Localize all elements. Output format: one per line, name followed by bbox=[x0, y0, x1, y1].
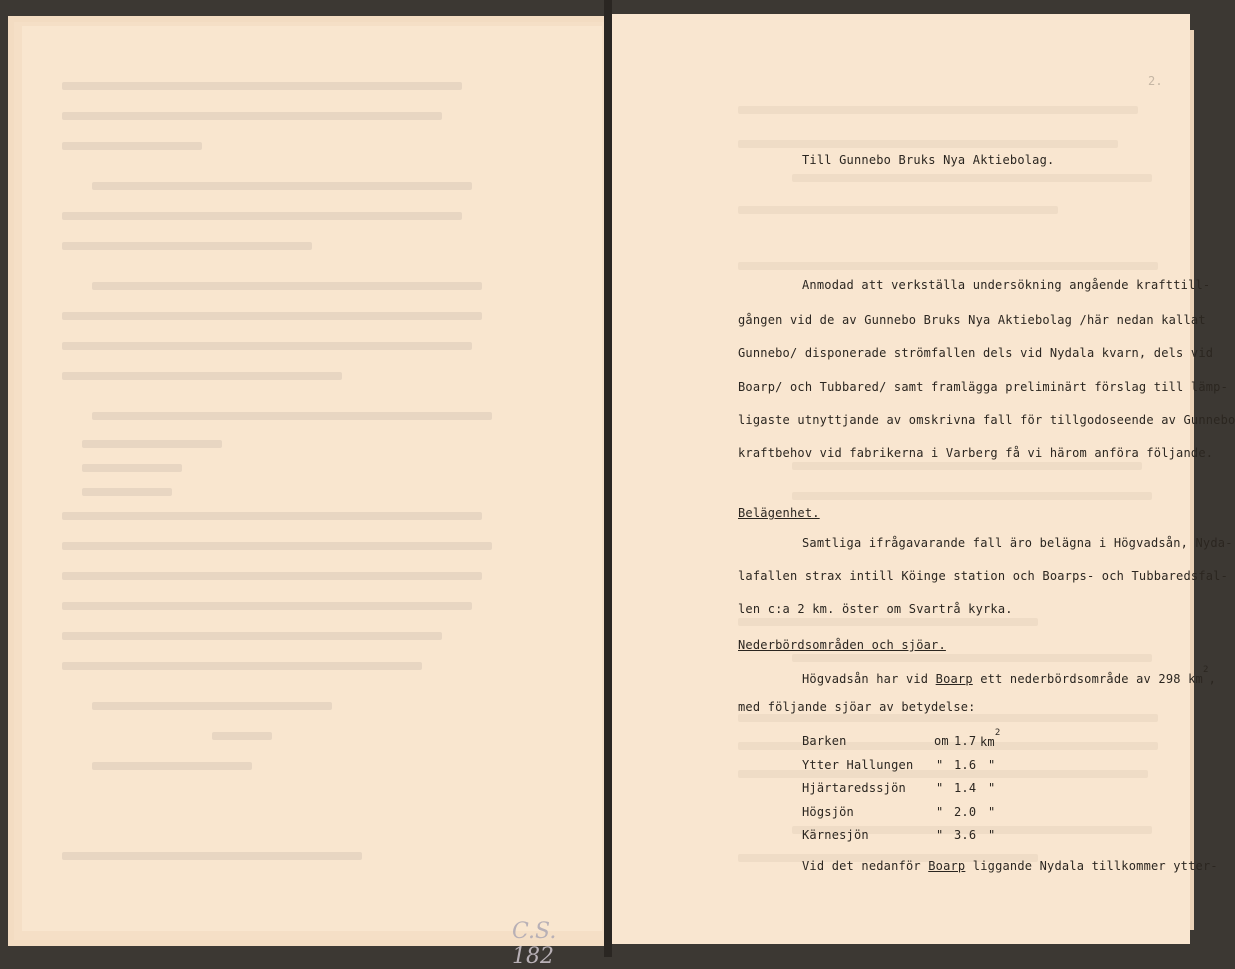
last-line-a: Vid det nedanför bbox=[802, 859, 921, 873]
lake-name: Hjärtaredssjön bbox=[802, 781, 906, 795]
intro-line-6: kraftbehov vid fabrikerna i Varberg få vi härom anföra följande. bbox=[738, 446, 1214, 460]
lake-area: 1.7 bbox=[954, 734, 977, 748]
lake-unit-text: km bbox=[980, 735, 995, 749]
last-line-c: liggande Nydala tillkommer ytter- bbox=[972, 859, 1218, 873]
lake-area: 3.6 bbox=[954, 828, 977, 842]
intro-line-3: Gunnebo/ disponerade strömfallen dels vid Nydala kvarn, dels vid bbox=[738, 346, 1214, 360]
precip-text-end: , bbox=[1208, 672, 1217, 686]
heading-precipitation: Nederbördsområden och sjöar. bbox=[738, 638, 946, 652]
lake-prefix: " bbox=[936, 781, 944, 795]
lake-area: 1.6 bbox=[954, 758, 977, 772]
lake-name: Barken bbox=[802, 734, 847, 748]
intro-line-1: Anmodad att verkställa undersökning angående krafttill- bbox=[802, 278, 1211, 292]
handwritten-note: C.S. 182 bbox=[512, 919, 557, 969]
page-number: 2. bbox=[1148, 74, 1163, 88]
intro-line-2: gången vid de av Gunnebo Bruks Nya Aktiebolag /här nedan kallat bbox=[738, 313, 1206, 327]
precip-line-2: med följande sjöar av betydelse: bbox=[738, 700, 976, 714]
precip-text-c: ett nederbördsområde av 298 km bbox=[980, 672, 1203, 686]
right-page bbox=[612, 14, 1235, 944]
intro-line-5: ligaste utnyttjande av omskrivna fall för tillgodoseende av Gunnebo bbox=[738, 413, 1235, 427]
lake-unit-sup: 2 bbox=[994, 728, 1001, 738]
place-boarp: Boarp bbox=[935, 672, 973, 686]
lake-area: 1.4 bbox=[954, 781, 977, 795]
last-line bbox=[802, 859, 1218, 873]
lake-unit: " bbox=[988, 828, 996, 842]
location-line-3: len c:a 2 km. öster om Svartrå kyrka. bbox=[738, 602, 1013, 616]
lake-unit bbox=[980, 728, 1001, 749]
precip-text-a: Högvadsån har vid bbox=[802, 672, 929, 686]
addressee: Till Gunnebo Bruks Nya Aktiebolag. bbox=[802, 153, 1055, 167]
lake-prefix: " bbox=[936, 758, 944, 772]
lake-name: Högsjön bbox=[802, 805, 854, 819]
binding-fold bbox=[604, 0, 612, 957]
location-line-1: Samtliga ifrågavarande fall äro belägna i Högvadsån, Nyda- bbox=[802, 536, 1233, 550]
place-boarp-2: Boarp bbox=[928, 859, 966, 873]
heading-location: Belägenhet. bbox=[738, 506, 820, 520]
left-page bbox=[22, 26, 602, 969]
lake-prefix: om bbox=[934, 734, 949, 748]
lake-unit: " bbox=[988, 781, 996, 795]
lake-name: Ytter Hallungen bbox=[802, 758, 914, 772]
precip-line-1 bbox=[802, 665, 1217, 686]
location-line-2: lafallen strax intill Köinge station och Boarps- och Tubbaredsfal- bbox=[738, 569, 1229, 583]
lake-prefix: " bbox=[936, 805, 944, 819]
lake-name: Kärnesjön bbox=[802, 828, 869, 842]
lake-area: 2.0 bbox=[954, 805, 977, 819]
lake-unit: " bbox=[988, 758, 996, 772]
superscript-2: 2 bbox=[1202, 665, 1209, 675]
lake-prefix: " bbox=[936, 828, 944, 842]
intro-line-4: Boarp/ och Tubbared/ samt framlägga preliminärt förslag till lämp- bbox=[738, 380, 1229, 394]
lake-unit: " bbox=[988, 805, 996, 819]
